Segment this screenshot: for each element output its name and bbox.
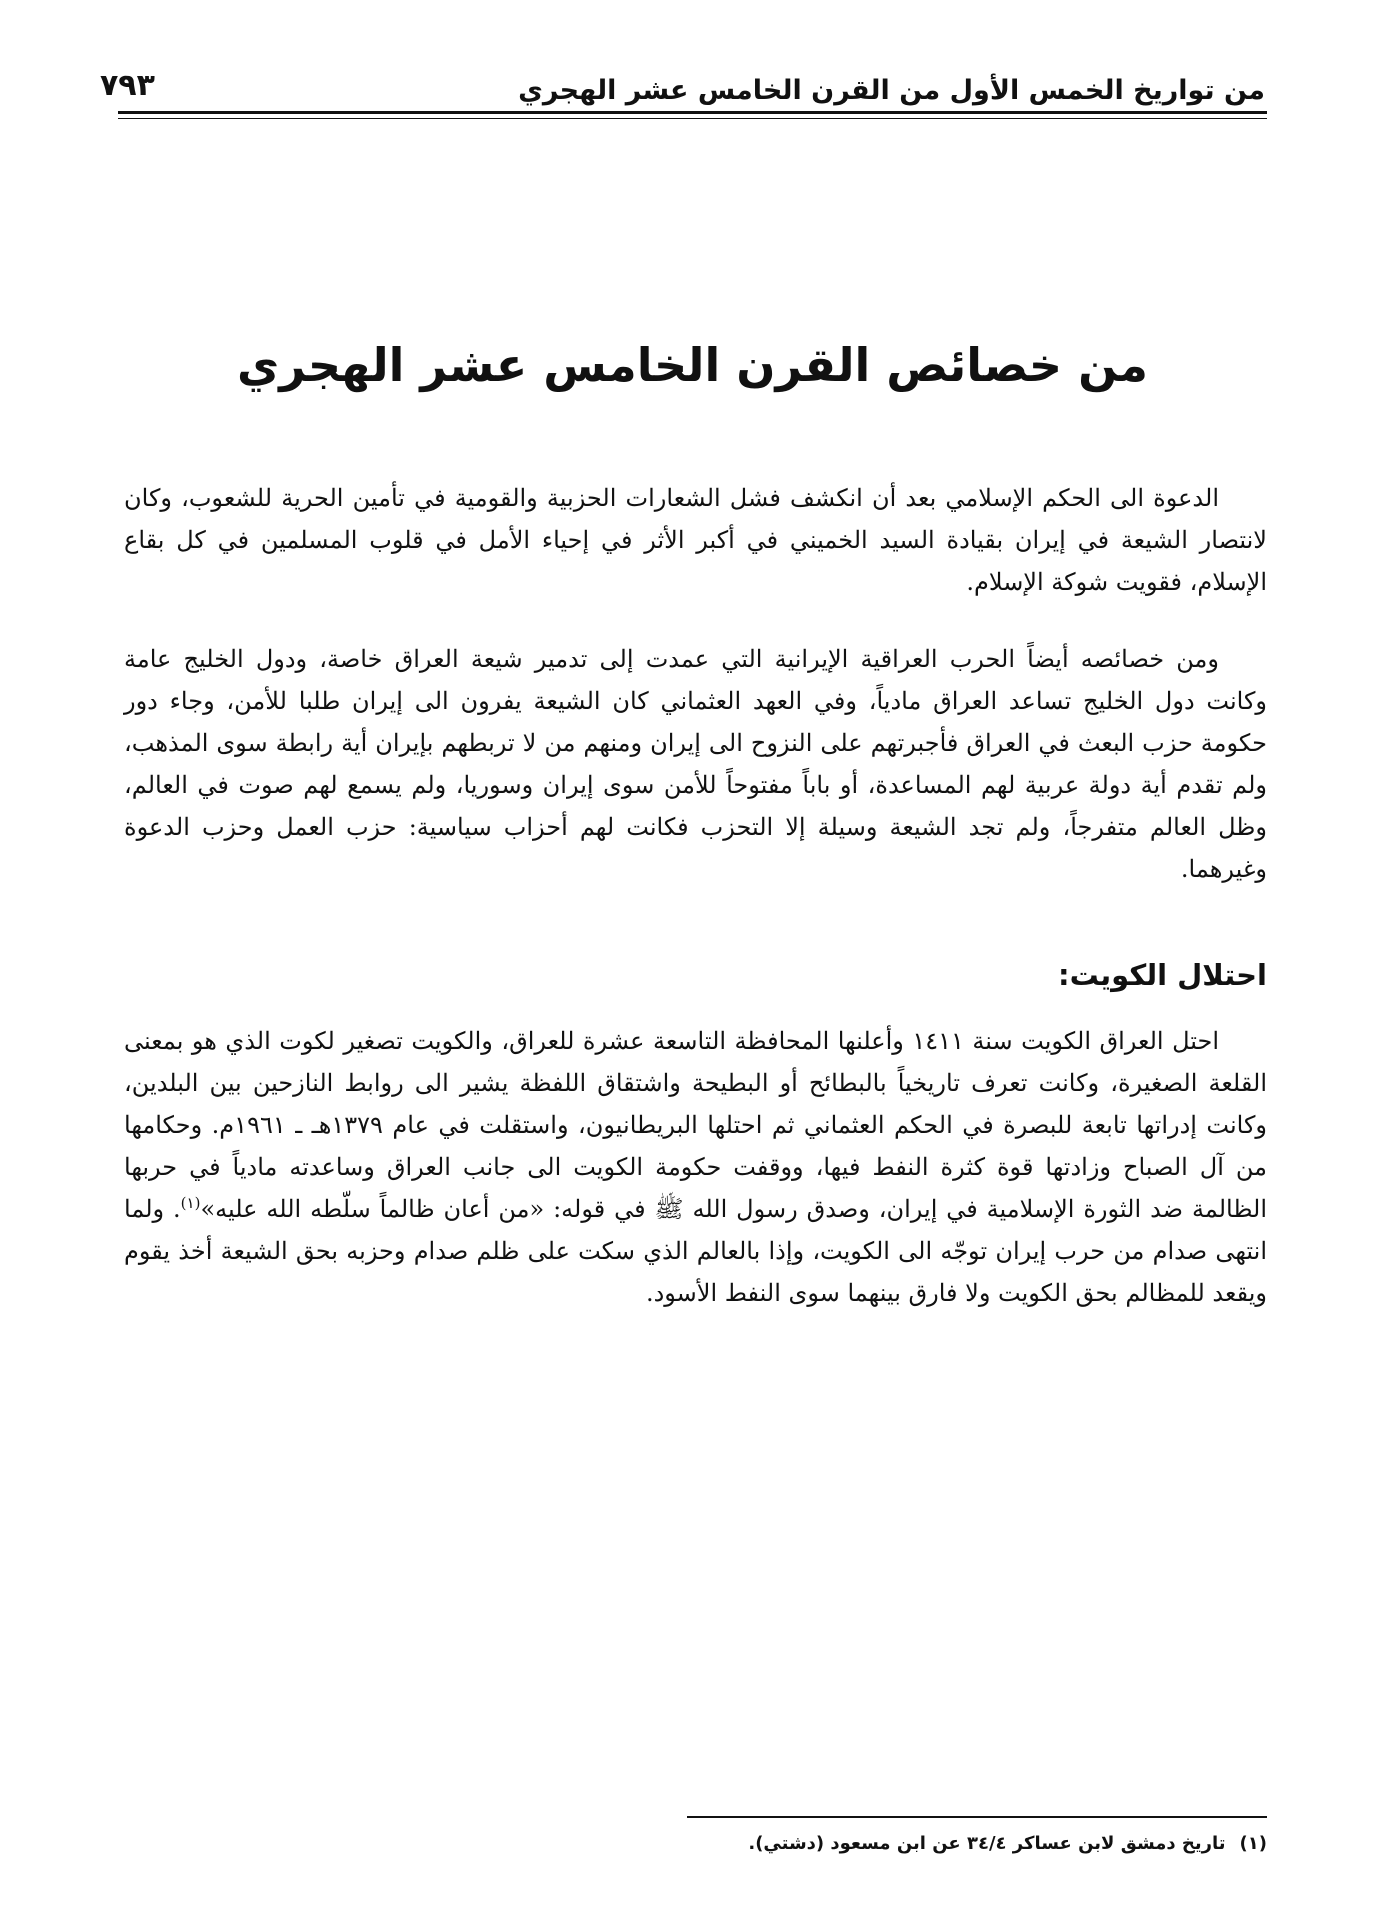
header-rule-thin: [118, 118, 1267, 119]
body-paragraph: [124, 1020, 1267, 1314]
body-paragraph: الدعوة الى الحكم الإسلامي بعد أن انكشف فشل الشعارات الحزبية والقومية في تأمين الحرية للشعوب، وكان لانتصار الشيعة في إيران بقيادة السيد الخميني في أكبر الأثر في إحياء الأمل في قلوب المسلمين في كل بقاع الإسلام، فقويت شوكة الإسلام.: [124, 484, 1267, 596]
footnote: [748, 1830, 1267, 1858]
footnote-number: (١): [1239, 1833, 1267, 1854]
paragraph-text-after-ref: . ولما انتهى صدام من حرب إيران توجّه الى الكويت، وإذا بالعالم الذي سكت على ظلم صدام وحزبه بحق الشيعة أخذ يقوم ويقعد للمظالم بحق الكويت ولا فارق بينهما سوى النفط الأسود.: [124, 1195, 1267, 1307]
chapter-title: من خصائص القرن الخامس عشر الهجري: [237, 338, 1148, 392]
page-number: ٧٩٣: [100, 68, 155, 103]
body-paragraph-3-block: [124, 1020, 1267, 1314]
body-paragraph: ومن خصائصه أيضاً الحرب العراقية الإيرانية التي عمدت إلى تدمير شيعة العراق خاصة، ودول الخليج عامة وكانت دول الخليج تساعد العراق مادياً، وفي العهد العثماني كان الشيعة يفرون الى إيران طلبا للأمن، وجاء دور حكومة حزب البعث في العراق فأجبرتهم على النزوح الى إيران ومنهم من لا تربطهم بإيران أية رابطة سوى المذهب، ولم تقدم أية دولة عربية لهم المساعدة، أو باباً مفتوحاً للأمن سوى إيران وسوريا، ولم يسمع لهم صوت في العالم، وظل العالم متفرجاً، ولم تجد الشيعة وسيلة إلا التحزب فكانت لهم أحزاب سياسية: حزب العمل وحزب الدعوة وغيرهما.: [124, 645, 1267, 883]
footnote-reference: (١): [180, 1194, 201, 1212]
body-paragraph-2-block: [124, 638, 1267, 890]
running-header: [100, 62, 1265, 112]
footnote-text: تاريخ دمشق لابن عساكر ٣٤/٤ عن ابن مسعود (دشتي).: [748, 1833, 1226, 1854]
paragraph-text-before-ref: احتل العراق الكويت سنة ١٤١١ وأعلنها المحافظة التاسعة عشرة للعراق، والكويت تصغير لكوت الذي هو بمعنى القلعة الصغيرة، وكانت تعرف تاريخياً بالبطائح أو البطيحة واشتقاق اللفظة يشير الى روابط النازحين بين البلدين، وكانت إدراتها تابعة للبصرة في الحكم العثماني ثم احتلها البريطانيون، واستقلت في عام ١٣٧٩هـ ـ ١٩٦١م. وحكامها من آل الصباح وزادتها قوة كثرة النفط فيها، ووقفت حكومة الكويت الى جانب العراق وساعدته مادياً في حربها الظالمة ضد الثورة الإسلامية في إيران، وصدق رسول الله ﷺ في قوله: «من أعان ظالماً سلّطه الله عليه»: [124, 1027, 1267, 1223]
footnote-rule: [687, 1816, 1267, 1818]
header-rule-thick: [118, 111, 1267, 114]
body-paragraph-1-block: [124, 477, 1267, 603]
section-heading: احتلال الكويت:: [1057, 958, 1267, 992]
running-title: من تواريخ الخمس الأول من القرن الخامس عشر الهجري: [518, 75, 1265, 106]
